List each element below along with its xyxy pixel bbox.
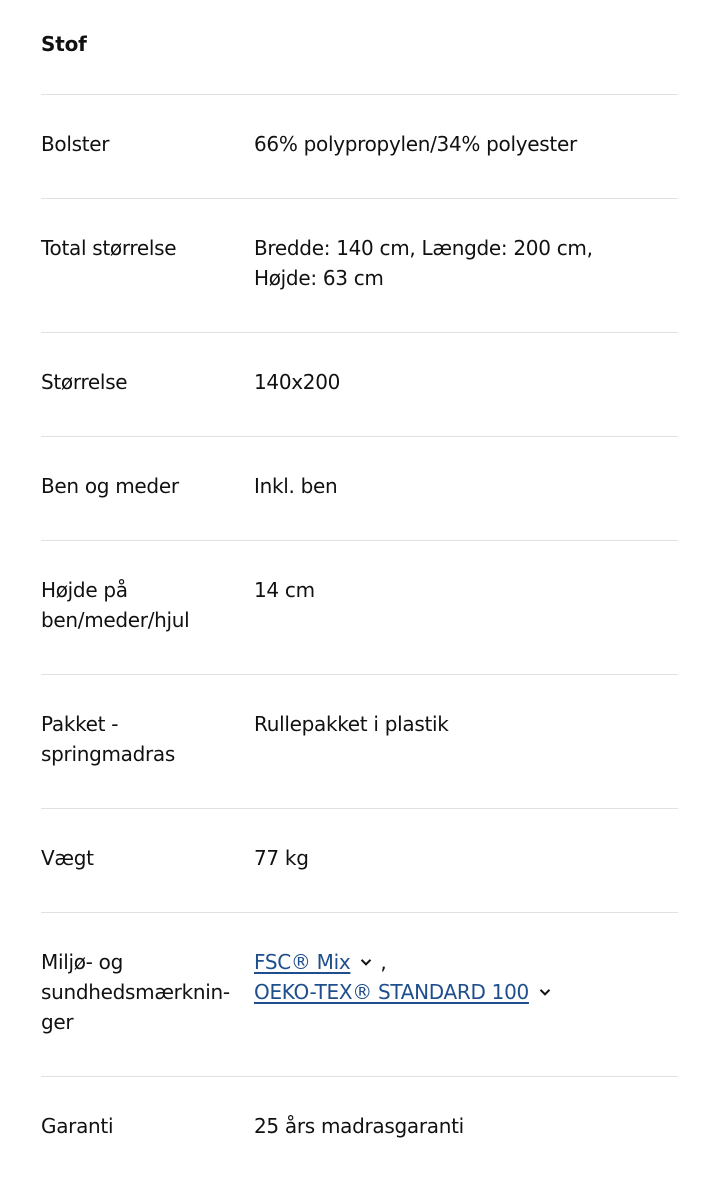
link-separator: , [380, 950, 387, 974]
chevron-down-icon[interactable] [360, 956, 372, 968]
chevron-down-icon[interactable] [539, 986, 551, 998]
spec-row-certifications [41, 913, 678, 1077]
spec-value: Bredde: 140 cm, Længde: 200 cm, Højde: 63 cm [254, 236, 593, 290]
spec-row-bolster [41, 95, 678, 199]
oeko-tex-link[interactable]: OEKO-TEX® STANDARD 100 [254, 980, 529, 1004]
spec-row-weight [41, 809, 678, 913]
spec-row-legs [41, 437, 678, 541]
spec-label-line: ger [41, 1010, 74, 1034]
spec-value: 66% polypropylen/34% polyester [254, 132, 577, 156]
spec-row-total-size [41, 199, 678, 333]
spec-label: Vægt [41, 846, 94, 870]
fsc-mix-link[interactable]: FSC® Mix [254, 950, 351, 974]
spec-label-line: Miljø- og [41, 950, 123, 974]
spec-value: 140x200 [254, 370, 341, 394]
spec-label-line: sundhedsmærknin- [41, 980, 230, 1004]
spec-row-warranty [41, 1077, 678, 1180]
certification-fsc [254, 947, 678, 977]
spec-label: Højde på ben/meder/hjul [41, 578, 190, 632]
spec-label: Bolster [41, 132, 110, 156]
spec-row-size [41, 333, 678, 437]
spec-label: Garanti [41, 1114, 114, 1138]
spec-label: Pakket - springmadras [41, 712, 175, 766]
spec-value: 14 cm [254, 578, 315, 602]
spec-value-certifications [254, 947, 678, 1037]
spec-value: 25 års madrasgaranti [254, 1114, 464, 1138]
spec-label: Størrelse [41, 370, 128, 394]
spec-value: Inkl. ben [254, 474, 338, 498]
section-title: Stof [41, 0, 678, 95]
product-specifications [41, 0, 678, 1180]
spec-row-packaging [41, 675, 678, 809]
spec-label-certifications [41, 947, 254, 1037]
spec-value: 77 kg [254, 846, 309, 870]
spec-label: Ben og meder [41, 474, 179, 498]
certification-oeko-tex [254, 977, 678, 1007]
spec-value: Rullepakket i plastik [254, 712, 449, 736]
spec-label: Total størrelse [41, 236, 177, 260]
spec-row-leg-height [41, 541, 678, 675]
